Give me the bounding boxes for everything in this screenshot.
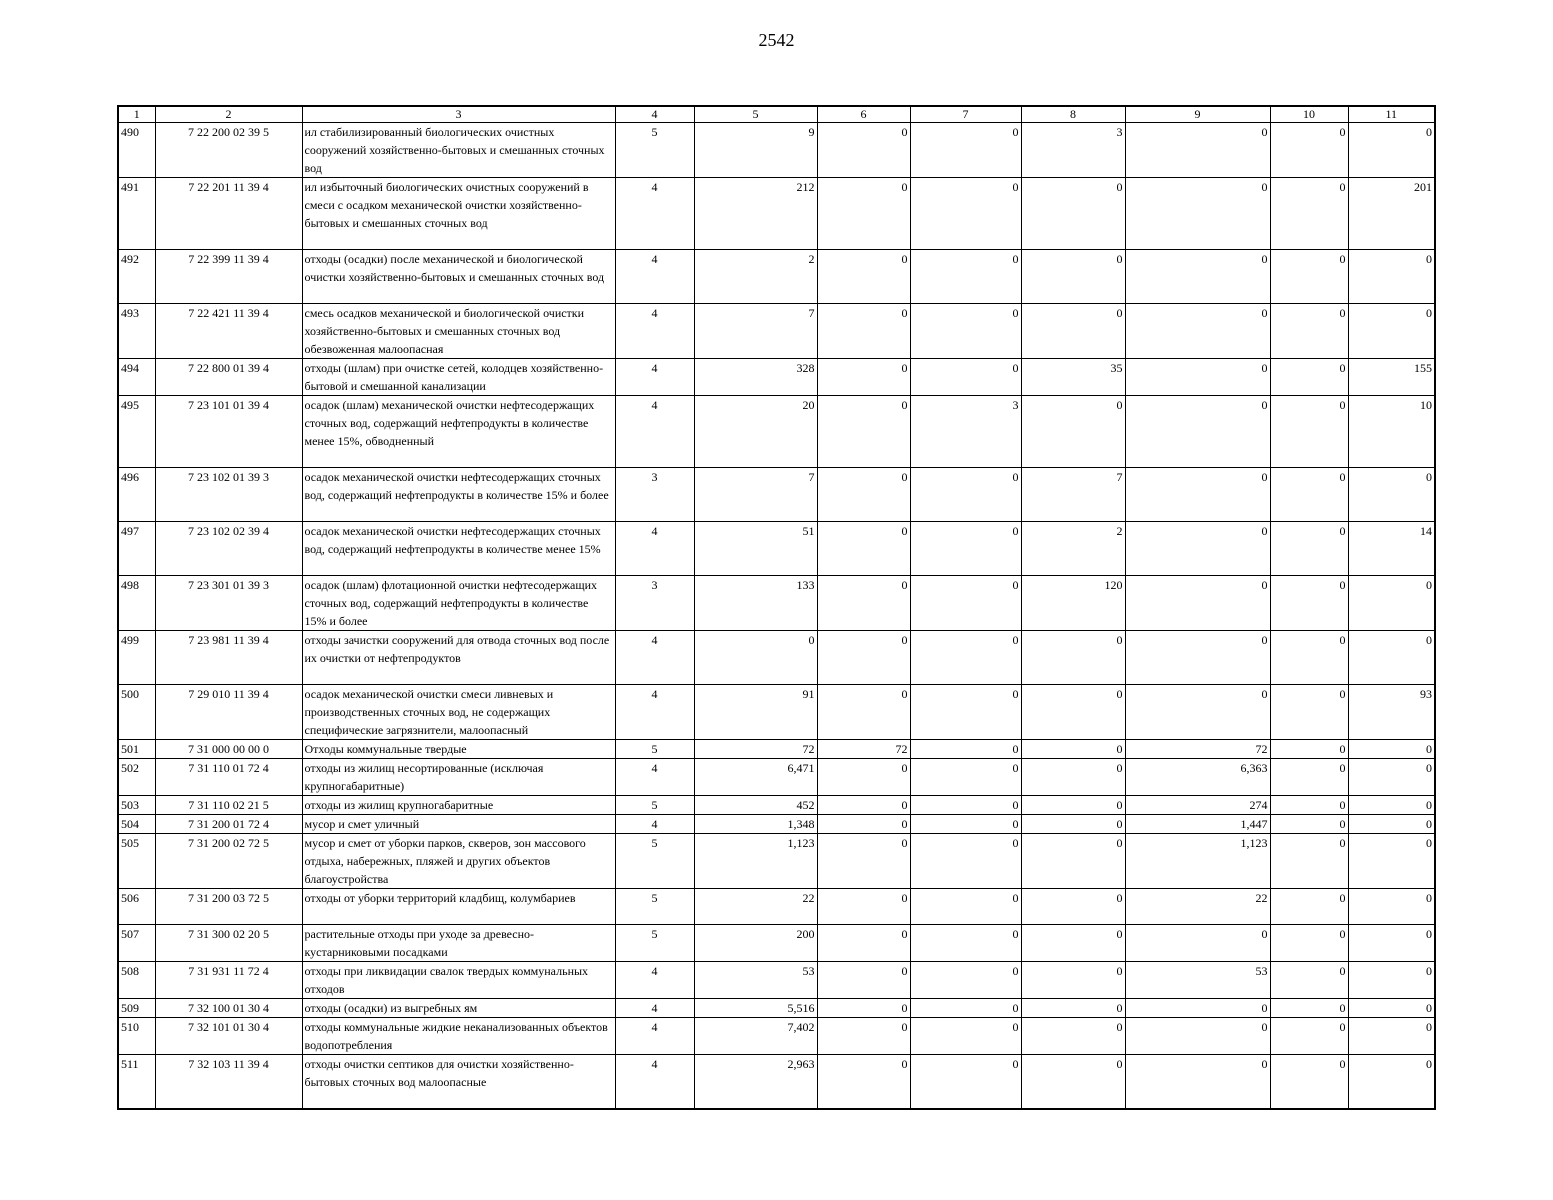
value-col-11: 0	[1348, 834, 1435, 889]
value-col-9: 0	[1125, 925, 1270, 962]
row-number: 505	[118, 834, 155, 889]
waste-name: отходы зачистки сооружений для отвода сточных вод после их очистки от нефтепродуктов	[302, 631, 615, 685]
column-header: 7	[910, 106, 1021, 123]
value-col-8: 0	[1021, 834, 1125, 889]
value-col-11: 0	[1348, 740, 1435, 759]
value-col-8: 0	[1021, 740, 1125, 759]
value-col-9: 0	[1125, 123, 1270, 178]
value-col-5: 200	[694, 925, 817, 962]
value-col-5: 6,471	[694, 759, 817, 796]
value-col-10: 0	[1270, 685, 1348, 740]
value-col-11: 0	[1348, 123, 1435, 178]
value-col-9: 0	[1125, 359, 1270, 396]
row-number: 501	[118, 740, 155, 759]
column-header: 11	[1348, 106, 1435, 123]
value-col-10: 0	[1270, 815, 1348, 834]
value-col-7: 0	[910, 1055, 1021, 1109]
waste-code: 7 22 421 11 39 4	[155, 304, 302, 359]
value-col-9: 0	[1125, 304, 1270, 359]
value-col-10: 0	[1270, 359, 1348, 396]
value-col-7: 0	[910, 962, 1021, 999]
value-col-11: 201	[1348, 178, 1435, 250]
value-col-8: 0	[1021, 962, 1125, 999]
value-col-7: 0	[910, 685, 1021, 740]
value-col-11: 0	[1348, 796, 1435, 815]
value-col-9: 0	[1125, 396, 1270, 468]
waste-code: 7 29 010 11 39 4	[155, 685, 302, 740]
hazard-class: 4	[615, 999, 694, 1018]
waste-code: 7 31 300 02 20 5	[155, 925, 302, 962]
value-col-8: 35	[1021, 359, 1125, 396]
value-col-8: 0	[1021, 685, 1125, 740]
column-header: 10	[1270, 106, 1348, 123]
table-row	[118, 1018, 1435, 1055]
value-col-6: 72	[817, 740, 910, 759]
waste-code: 7 31 931 11 72 4	[155, 962, 302, 999]
value-col-9: 0	[1125, 250, 1270, 304]
value-col-9: 0	[1125, 631, 1270, 685]
value-col-8: 0	[1021, 815, 1125, 834]
waste-name: осадок механической очистки смеси ливневых и производственных сточных вод, не содержащих специфические загрязнители, малоопасный	[302, 685, 615, 740]
value-col-5: 51	[694, 522, 817, 576]
table-row	[118, 759, 1435, 796]
value-col-6: 0	[817, 962, 910, 999]
value-col-10: 0	[1270, 889, 1348, 925]
value-col-5: 22	[694, 889, 817, 925]
value-col-8: 0	[1021, 304, 1125, 359]
value-col-9: 0	[1125, 685, 1270, 740]
value-col-10: 0	[1270, 396, 1348, 468]
column-header: 6	[817, 106, 910, 123]
value-col-6: 0	[817, 685, 910, 740]
value-col-11: 0	[1348, 962, 1435, 999]
column-header: 8	[1021, 106, 1125, 123]
hazard-class: 4	[615, 1055, 694, 1109]
waste-name: растительные отходы при уходе за древесно-кустарниковыми посадками	[302, 925, 615, 962]
table-row	[118, 631, 1435, 685]
hazard-class: 4	[615, 359, 694, 396]
row-number: 491	[118, 178, 155, 250]
waste-name: отходы от уборки территорий кладбищ, колумбариев	[302, 889, 615, 925]
table-row	[118, 359, 1435, 396]
value-col-11: 155	[1348, 359, 1435, 396]
table-row	[118, 740, 1435, 759]
value-col-7: 0	[910, 796, 1021, 815]
waste-name: отходы (осадки) из выгребных ям	[302, 999, 615, 1018]
table-row	[118, 962, 1435, 999]
value-col-11: 0	[1348, 1018, 1435, 1055]
value-col-10: 0	[1270, 522, 1348, 576]
row-number: 500	[118, 685, 155, 740]
waste-table	[117, 105, 1436, 1110]
waste-name: осадок механической очистки нефтесодержащих сточных вод, содержащий нефтепродукты в количестве менее 15%	[302, 522, 615, 576]
value-col-6: 0	[817, 396, 910, 468]
waste-name: отходы из жилищ крупногабаритные	[302, 796, 615, 815]
value-col-9: 0	[1125, 999, 1270, 1018]
waste-code: 7 31 200 03 72 5	[155, 889, 302, 925]
hazard-class: 5	[615, 123, 694, 178]
value-col-8: 0	[1021, 925, 1125, 962]
value-col-7: 0	[910, 304, 1021, 359]
waste-name: отходы очистки септиков для очистки хозяйственно-бытовых сточных вод малоопасные	[302, 1055, 615, 1109]
row-number: 507	[118, 925, 155, 962]
waste-code: 7 32 103 11 39 4	[155, 1055, 302, 1109]
value-col-5: 7	[694, 468, 817, 522]
table-body	[118, 123, 1435, 1109]
waste-code: 7 22 399 11 39 4	[155, 250, 302, 304]
value-col-10: 0	[1270, 178, 1348, 250]
value-col-9: 0	[1125, 576, 1270, 631]
row-number: 495	[118, 396, 155, 468]
value-col-7: 0	[910, 834, 1021, 889]
table-row	[118, 178, 1435, 250]
waste-code: 7 23 981 11 39 4	[155, 631, 302, 685]
value-col-6: 0	[817, 576, 910, 631]
table-row	[118, 576, 1435, 631]
value-col-9: 6,363	[1125, 759, 1270, 796]
value-col-7: 0	[910, 631, 1021, 685]
hazard-class: 4	[615, 962, 694, 999]
value-col-8: 0	[1021, 759, 1125, 796]
value-col-7: 0	[910, 759, 1021, 796]
column-header: 5	[694, 106, 817, 123]
waste-name: мусор и смет уличный	[302, 815, 615, 834]
waste-code: 7 23 102 01 39 3	[155, 468, 302, 522]
waste-code: 7 32 101 01 30 4	[155, 1018, 302, 1055]
value-col-11: 0	[1348, 631, 1435, 685]
row-number: 490	[118, 123, 155, 178]
value-col-7: 0	[910, 999, 1021, 1018]
value-col-6: 0	[817, 925, 910, 962]
value-col-6: 0	[817, 999, 910, 1018]
value-col-5: 7	[694, 304, 817, 359]
value-col-10: 0	[1270, 999, 1348, 1018]
value-col-9: 1,447	[1125, 815, 1270, 834]
hazard-class: 5	[615, 834, 694, 889]
waste-code: 7 23 101 01 39 4	[155, 396, 302, 468]
value-col-8: 2	[1021, 522, 1125, 576]
hazard-class: 4	[615, 522, 694, 576]
value-col-5: 9	[694, 123, 817, 178]
table-row	[118, 468, 1435, 522]
waste-code: 7 22 800 01 39 4	[155, 359, 302, 396]
value-col-5: 53	[694, 962, 817, 999]
value-col-10: 0	[1270, 1018, 1348, 1055]
waste-name: осадок (шлам) механической очистки нефтесодержащих сточных вод, содержащий нефтепродукты в количестве менее 15%, обводненный	[302, 396, 615, 468]
hazard-class: 5	[615, 925, 694, 962]
value-col-9: 0	[1125, 1055, 1270, 1109]
value-col-5: 328	[694, 359, 817, 396]
table-row	[118, 889, 1435, 925]
value-col-8: 0	[1021, 796, 1125, 815]
hazard-class: 4	[615, 815, 694, 834]
value-col-11: 0	[1348, 304, 1435, 359]
value-col-5: 7,402	[694, 1018, 817, 1055]
row-number: 506	[118, 889, 155, 925]
value-col-10: 0	[1270, 759, 1348, 796]
row-number: 497	[118, 522, 155, 576]
value-col-5: 72	[694, 740, 817, 759]
column-header: 3	[302, 106, 615, 123]
value-col-8: 0	[1021, 889, 1125, 925]
value-col-10: 0	[1270, 250, 1348, 304]
value-col-11: 0	[1348, 759, 1435, 796]
value-col-6: 0	[817, 1018, 910, 1055]
waste-name: отходы при ликвидации свалок твердых коммунальных отходов	[302, 962, 615, 999]
waste-name: отходы из жилищ несортированные (исключая крупногабаритные)	[302, 759, 615, 796]
hazard-class: 4	[615, 396, 694, 468]
value-col-7: 0	[910, 468, 1021, 522]
table-row	[118, 685, 1435, 740]
value-col-10: 0	[1270, 740, 1348, 759]
waste-code: 7 23 102 02 39 4	[155, 522, 302, 576]
value-col-11: 14	[1348, 522, 1435, 576]
value-col-9: 0	[1125, 522, 1270, 576]
waste-code: 7 22 201 11 39 4	[155, 178, 302, 250]
value-col-8: 7	[1021, 468, 1125, 522]
table-row	[118, 250, 1435, 304]
value-col-8: 0	[1021, 631, 1125, 685]
hazard-class: 4	[615, 1018, 694, 1055]
value-col-8: 0	[1021, 999, 1125, 1018]
value-col-11: 0	[1348, 576, 1435, 631]
row-number: 502	[118, 759, 155, 796]
value-col-9: 0	[1125, 178, 1270, 250]
waste-name: смесь осадков механической и биологической очистки хозяйственно-бытовых и смешанных сточных вод обезвоженная малоопасная	[302, 304, 615, 359]
value-col-6: 0	[817, 123, 910, 178]
waste-code: 7 31 000 00 00 0	[155, 740, 302, 759]
value-col-7: 0	[910, 889, 1021, 925]
value-col-6: 0	[817, 889, 910, 925]
value-col-8: 0	[1021, 1018, 1125, 1055]
row-number: 511	[118, 1055, 155, 1109]
value-col-10: 0	[1270, 304, 1348, 359]
value-col-7: 0	[910, 359, 1021, 396]
value-col-7: 0	[910, 123, 1021, 178]
waste-name: ил избыточный биологических очистных сооружений в смеси с осадком механической очистки хозяйственно-бытовых и смешанных сточных вод	[302, 178, 615, 250]
column-header: 9	[1125, 106, 1270, 123]
waste-code: 7 22 200 02 39 5	[155, 123, 302, 178]
waste-name: отходы коммунальные жидкие неканализованных объектов водопотребления	[302, 1018, 615, 1055]
value-col-5: 2	[694, 250, 817, 304]
value-col-6: 0	[817, 834, 910, 889]
hazard-class: 3	[615, 576, 694, 631]
value-col-6: 0	[817, 250, 910, 304]
table-row	[118, 999, 1435, 1018]
table-header-row	[118, 106, 1435, 123]
value-col-11: 10	[1348, 396, 1435, 468]
value-col-7: 0	[910, 522, 1021, 576]
waste-code: 7 31 200 01 72 4	[155, 815, 302, 834]
table-row	[118, 815, 1435, 834]
value-col-8: 0	[1021, 396, 1125, 468]
value-col-10: 0	[1270, 1055, 1348, 1109]
column-header: 1	[118, 106, 155, 123]
value-col-10: 0	[1270, 796, 1348, 815]
value-col-7: 0	[910, 178, 1021, 250]
waste-name: мусор и смет от уборки парков, скверов, зон массового отдыха, набережных, пляжей и других объектов благоустройства	[302, 834, 615, 889]
value-col-6: 0	[817, 468, 910, 522]
value-col-11: 0	[1348, 889, 1435, 925]
value-col-8: 0	[1021, 250, 1125, 304]
waste-code: 7 32 100 01 30 4	[155, 999, 302, 1018]
hazard-class: 4	[615, 250, 694, 304]
value-col-9: 1,123	[1125, 834, 1270, 889]
row-number: 493	[118, 304, 155, 359]
row-number: 499	[118, 631, 155, 685]
value-col-6: 0	[817, 815, 910, 834]
row-number: 494	[118, 359, 155, 396]
value-col-10: 0	[1270, 962, 1348, 999]
value-col-11: 0	[1348, 468, 1435, 522]
waste-code: 7 23 301 01 39 3	[155, 576, 302, 631]
value-col-10: 0	[1270, 925, 1348, 962]
column-header: 2	[155, 106, 302, 123]
value-col-8: 3	[1021, 123, 1125, 178]
table-row	[118, 1055, 1435, 1109]
waste-name: отходы (осадки) после механической и биологической очистки хозяйственно-бытовых и смешанных сточных вод	[302, 250, 615, 304]
value-col-5: 2,963	[694, 1055, 817, 1109]
value-col-5: 0	[694, 631, 817, 685]
value-col-11: 0	[1348, 999, 1435, 1018]
page-number: 2542	[758, 30, 795, 50]
value-col-7: 0	[910, 740, 1021, 759]
value-col-8: 0	[1021, 1055, 1125, 1109]
value-col-7: 0	[910, 250, 1021, 304]
row-number: 498	[118, 576, 155, 631]
value-col-9: 72	[1125, 740, 1270, 759]
hazard-class: 5	[615, 796, 694, 815]
value-col-6: 0	[817, 1055, 910, 1109]
value-col-6: 0	[817, 796, 910, 815]
value-col-6: 0	[817, 522, 910, 576]
table-row	[118, 304, 1435, 359]
value-col-8: 120	[1021, 576, 1125, 631]
row-number: 508	[118, 962, 155, 999]
waste-code: 7 31 110 01 72 4	[155, 759, 302, 796]
hazard-class: 4	[615, 759, 694, 796]
hazard-class: 4	[615, 685, 694, 740]
value-col-10: 0	[1270, 468, 1348, 522]
value-col-11: 0	[1348, 1055, 1435, 1109]
waste-name: ил стабилизированный биологических очистных сооружений хозяйственно-бытовых и смешанных сточных вод	[302, 123, 615, 178]
row-number: 492	[118, 250, 155, 304]
value-col-5: 452	[694, 796, 817, 815]
row-number: 510	[118, 1018, 155, 1055]
table-row	[118, 796, 1435, 815]
table-row	[118, 396, 1435, 468]
value-col-5: 212	[694, 178, 817, 250]
waste-name: осадок (шлам) флотационной очистки нефтесодержащих сточных вод, содержащий нефтепродукты в количестве 15% и более	[302, 576, 615, 631]
value-col-6: 0	[817, 631, 910, 685]
row-number: 504	[118, 815, 155, 834]
value-col-11: 0	[1348, 815, 1435, 834]
hazard-class: 3	[615, 468, 694, 522]
value-col-9: 0	[1125, 468, 1270, 522]
hazard-class: 4	[615, 178, 694, 250]
value-col-7: 0	[910, 925, 1021, 962]
value-col-10: 0	[1270, 123, 1348, 178]
row-number: 509	[118, 999, 155, 1018]
value-col-7: 0	[910, 576, 1021, 631]
value-col-11: 93	[1348, 685, 1435, 740]
waste-name: отходы (шлам) при очистке сетей, колодцев хозяйственно-бытовой и смешанной канализации	[302, 359, 615, 396]
value-col-5: 1,123	[694, 834, 817, 889]
hazard-class: 4	[615, 304, 694, 359]
value-col-7: 0	[910, 1018, 1021, 1055]
value-col-6: 0	[817, 359, 910, 396]
row-number: 496	[118, 468, 155, 522]
column-header: 4	[615, 106, 694, 123]
value-col-6: 0	[817, 304, 910, 359]
value-col-10: 0	[1270, 834, 1348, 889]
value-col-5: 20	[694, 396, 817, 468]
value-col-5: 133	[694, 576, 817, 631]
value-col-7: 3	[910, 396, 1021, 468]
table-row	[118, 123, 1435, 178]
waste-name: Отходы коммунальные твердые	[302, 740, 615, 759]
table-row	[118, 925, 1435, 962]
value-col-9: 0	[1125, 1018, 1270, 1055]
value-col-5: 91	[694, 685, 817, 740]
waste-code: 7 31 200 02 72 5	[155, 834, 302, 889]
value-col-5: 1,348	[694, 815, 817, 834]
value-col-10: 0	[1270, 576, 1348, 631]
value-col-8: 0	[1021, 178, 1125, 250]
value-col-5: 5,516	[694, 999, 817, 1018]
value-col-10: 0	[1270, 631, 1348, 685]
hazard-class: 5	[615, 889, 694, 925]
hazard-class: 4	[615, 631, 694, 685]
waste-name: осадок механической очистки нефтесодержащих сточных вод, содержащий нефтепродукты в количестве 15% и более	[302, 468, 615, 522]
value-col-11: 0	[1348, 250, 1435, 304]
table-row	[118, 522, 1435, 576]
value-col-6: 0	[817, 178, 910, 250]
value-col-9: 274	[1125, 796, 1270, 815]
value-col-9: 22	[1125, 889, 1270, 925]
value-col-11: 0	[1348, 925, 1435, 962]
row-number: 503	[118, 796, 155, 815]
table-row	[118, 834, 1435, 889]
value-col-7: 0	[910, 815, 1021, 834]
hazard-class: 5	[615, 740, 694, 759]
value-col-6: 0	[817, 759, 910, 796]
value-col-9: 53	[1125, 962, 1270, 999]
waste-code: 7 31 110 02 21 5	[155, 796, 302, 815]
